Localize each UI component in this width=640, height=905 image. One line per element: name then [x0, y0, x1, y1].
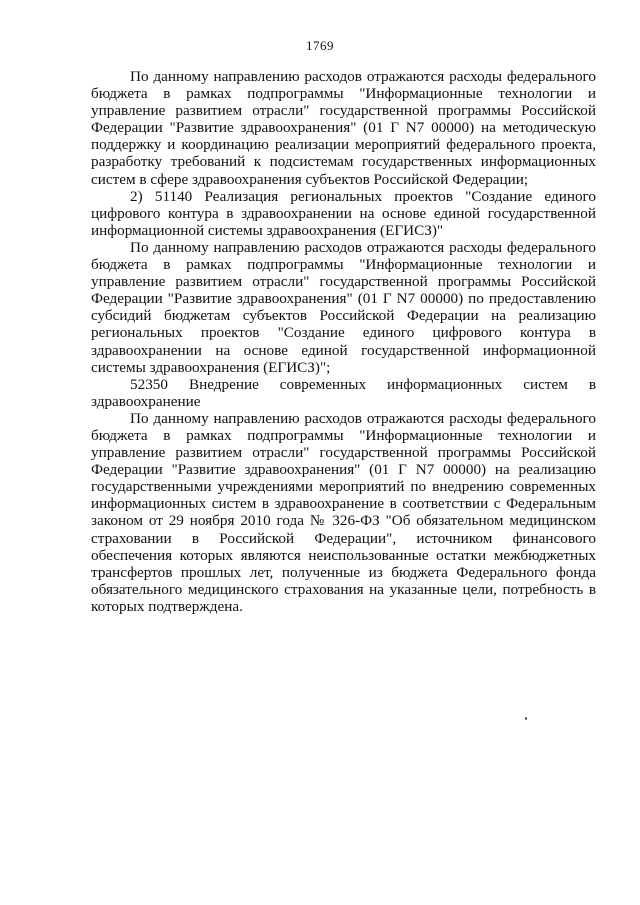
paragraph-3: По данному направлению расходов отражаются расходы федерального бюджета в рамках подпрограммы "Информационные технологии и управление развитием отрасли" государственной программы Российской Федерации "Развитие здравоохранения" (01 Г N7 00000) по предоставлению субсидий бюджетам субъектов Российской Федерации на реализацию региональных проектов "Создание единого цифрового контура в здравоохранении на основе единой государственной информационной системы здравоохранения (ЕГИСЗ)";: [91, 238, 596, 376]
paragraph-5: По данному направлению расходов отражаются расходы федерального бюджета в рамках подпрограммы "Информационные технологии и управление развитием отрасли" государственной программы Российской Федерации "Развитие здравоохранения" (01 Г N7 00000) на реализацию государственными учреждениями мероприятий по внедрению современных информационных систем в здравоохранение в соответствии с Федеральным законом от 29 ноября 2010 года № 326-ФЗ "Об обязательном медицинском страховании в Российской Федерации", источником финансового обеспечения которых являются неиспользованные остатки межбюджетных трансфертов прошлых лет, полученные из бюджета Федерального фонда обязательного медицинского страхования на указанные цели, потребность в которых подтверждена.: [91, 409, 596, 615]
paragraph-1: По данному направлению расходов отражаются расходы федерального бюджета в рамках подпрограммы "Информационные технологии и управление развитием отрасли" государственной программы Российской Федерации "Развитие здравоохранения" (01 Г N7 00000) на методическую поддержку и координацию реализации мероприятий федерального проекта, разработку требований к подсистемам государственных информационных систем в сфере здравоохранения субъектов Российской Федерации;: [91, 68, 596, 188]
scan-speck: [525, 717, 527, 720]
page-number: 1769: [306, 38, 334, 53]
document-body: [91, 68, 596, 615]
paragraph-2: 2) 51140 Реализация региональных проектов "Создание единого цифрового контура в здравоохранении на основе единой государственной информационной системы здравоохранения (ЕГИСЗ)": [91, 187, 596, 239]
paragraph-4: 52350 Внедрение современных информационных систем в здравоохранение: [91, 375, 596, 410]
